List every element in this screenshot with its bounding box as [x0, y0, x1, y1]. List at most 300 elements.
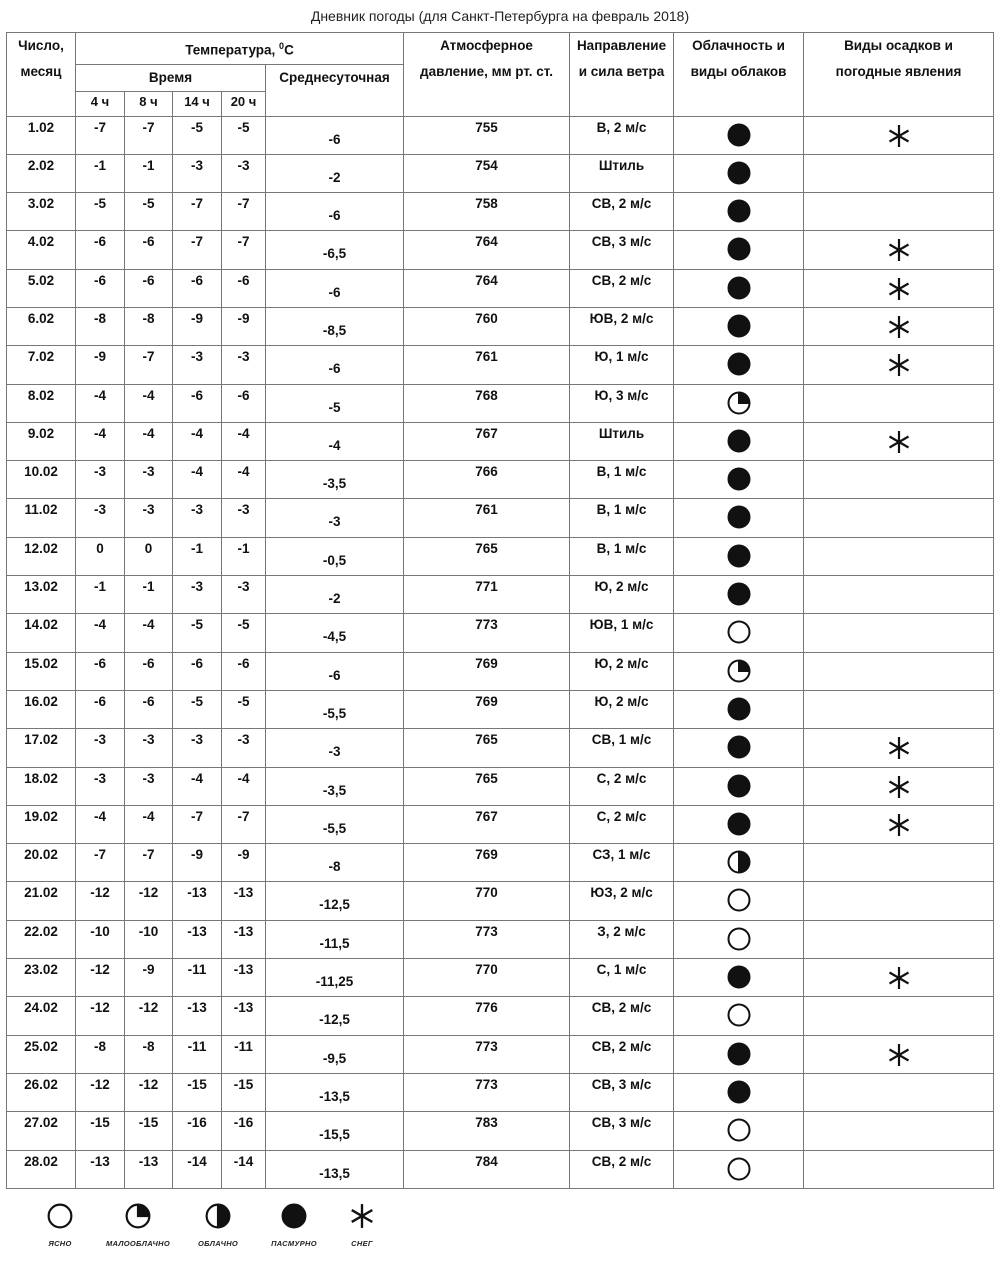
cell-temp-4: 0 — [76, 537, 125, 575]
cell-temp-14: -6 — [173, 652, 222, 690]
cell-temp-4: -6 — [76, 690, 125, 728]
cell-pressure: 764 — [404, 231, 570, 269]
cell-temp-4: -5 — [76, 193, 125, 231]
cell-precipitation — [804, 844, 994, 882]
table-row — [7, 1035, 994, 1073]
cell-wind: Ю, 2 м/с — [570, 690, 674, 728]
cell-temp-4: -1 — [76, 576, 125, 614]
cell-date: 7.02 — [7, 346, 76, 384]
cell-temp-14: -5 — [173, 614, 222, 652]
table-row — [7, 576, 994, 614]
partly-sky-icon — [727, 659, 751, 683]
table-row — [7, 614, 994, 652]
cell-precipitation — [804, 116, 994, 154]
overcast-sky-icon — [727, 735, 751, 759]
cell-precipitation — [804, 154, 994, 192]
cell-date: 16.02 — [7, 690, 76, 728]
legend — [20, 1203, 400, 1263]
cell-precipitation — [804, 652, 994, 690]
cell-precipitation — [804, 422, 994, 460]
cell-temp-20: -7 — [222, 231, 266, 269]
table-row — [7, 729, 994, 767]
cell-average: -5,5 — [266, 805, 404, 843]
cell-temp-4: -1 — [76, 154, 125, 192]
partly-sky-icon — [125, 1203, 151, 1229]
header-time-8: 8 ч — [125, 91, 173, 116]
cell-average: -3 — [266, 499, 404, 537]
cell-temp-14: -13 — [173, 920, 222, 958]
header-precipitation — [804, 33, 994, 117]
cell-temp-14: -13 — [173, 997, 222, 1035]
cell-average: -13,5 — [266, 1150, 404, 1188]
cell-temp-8: -4 — [125, 384, 173, 422]
cell-average: -2 — [266, 576, 404, 614]
cell-temp-4: -7 — [76, 116, 125, 154]
header-temperature-degree: 0 — [279, 41, 285, 51]
cell-precipitation — [804, 690, 994, 728]
cell-temp-8: -10 — [125, 920, 173, 958]
cell-temp-4: -3 — [76, 729, 125, 767]
overcast-sky-icon — [727, 467, 751, 491]
header-temperature — [76, 33, 404, 65]
cell-temp-20: -16 — [222, 1112, 266, 1150]
cell-pressure: 761 — [404, 499, 570, 537]
cell-temp-4: -4 — [76, 384, 125, 422]
cell-temp-8: -9 — [125, 959, 173, 997]
cell-temp-20: -9 — [222, 307, 266, 345]
cell-temp-20: -13 — [222, 882, 266, 920]
cell-pressure: 773 — [404, 920, 570, 958]
cell-pressure: 765 — [404, 767, 570, 805]
snow-icon — [887, 238, 911, 262]
overcast-sky-icon — [727, 237, 751, 261]
cell-precipitation — [804, 920, 994, 958]
cell-wind: ЮВ, 1 м/с — [570, 614, 674, 652]
cell-wind: СВ, 3 м/с — [570, 1112, 674, 1150]
table-row — [7, 882, 994, 920]
cell-average: -13,5 — [266, 1073, 404, 1111]
cell-temp-4: -3 — [76, 499, 125, 537]
cell-pressure: 765 — [404, 729, 570, 767]
cell-cloudiness — [674, 461, 804, 499]
cell-cloudiness — [674, 844, 804, 882]
table-row — [7, 499, 994, 537]
cell-date: 14.02 — [7, 614, 76, 652]
cell-date: 11.02 — [7, 499, 76, 537]
cell-cloudiness — [674, 729, 804, 767]
cell-average: -8 — [266, 844, 404, 882]
clear-sky-icon — [727, 620, 751, 644]
cell-average: -4 — [266, 422, 404, 460]
snow-icon — [887, 775, 911, 799]
overcast-sky-icon — [727, 965, 751, 989]
snow-icon — [887, 736, 911, 760]
cell-pressure: 754 — [404, 154, 570, 192]
cell-wind: СВ, 1 м/с — [570, 729, 674, 767]
cell-date: 13.02 — [7, 576, 76, 614]
cell-wind: Штиль — [570, 154, 674, 192]
cell-temp-4: -7 — [76, 844, 125, 882]
cell-wind: ЮВ, 2 м/с — [570, 307, 674, 345]
cell-temp-20: -5 — [222, 614, 266, 652]
cell-temp-14: -7 — [173, 805, 222, 843]
cell-temp-8: 0 — [125, 537, 173, 575]
snow-icon — [887, 124, 911, 148]
cloudy-sky-icon — [205, 1203, 231, 1229]
clear-sky-icon — [727, 927, 751, 951]
overcast-sky-icon — [727, 812, 751, 836]
overcast-sky-icon — [727, 774, 751, 798]
cell-average: -6 — [266, 346, 404, 384]
cell-temp-4: -12 — [76, 882, 125, 920]
overcast-sky-icon — [727, 582, 751, 606]
cell-temp-14: -4 — [173, 461, 222, 499]
cell-date: 12.02 — [7, 537, 76, 575]
cell-date: 3.02 — [7, 193, 76, 231]
header-precip-line2: погодные явления — [835, 64, 962, 79]
cell-cloudiness — [674, 882, 804, 920]
cell-wind: В, 1 м/с — [570, 499, 674, 537]
cell-temp-14: -5 — [173, 116, 222, 154]
cell-wind: СВ, 2 м/с — [570, 1150, 674, 1188]
cell-temp-14: -7 — [173, 231, 222, 269]
cell-precipitation — [804, 959, 994, 997]
cell-temp-8: -1 — [125, 154, 173, 192]
cell-wind: В, 1 м/с — [570, 461, 674, 499]
legend-item — [20, 1203, 100, 1248]
cell-date: 2.02 — [7, 154, 76, 192]
cell-date: 28.02 — [7, 1150, 76, 1188]
table-row — [7, 997, 994, 1035]
cell-pressure: 770 — [404, 882, 570, 920]
legend-label: СНЕГ — [351, 1239, 373, 1248]
cell-pressure: 769 — [404, 690, 570, 728]
cell-wind: СЗ, 1 м/с — [570, 844, 674, 882]
cell-temp-8: -12 — [125, 882, 173, 920]
snow-icon — [887, 315, 911, 339]
cell-precipitation — [804, 1073, 994, 1111]
cell-temp-8: -1 — [125, 576, 173, 614]
cell-average: -6 — [266, 652, 404, 690]
cell-cloudiness — [674, 269, 804, 307]
header-wind — [570, 33, 674, 117]
cell-temp-4: -4 — [76, 422, 125, 460]
cell-temp-20: -3 — [222, 729, 266, 767]
cell-cloudiness — [674, 537, 804, 575]
cell-pressure: 767 — [404, 422, 570, 460]
header-time-20: 20 ч — [222, 91, 266, 116]
legend-item — [178, 1203, 258, 1248]
cell-temp-14: -9 — [173, 844, 222, 882]
cell-temp-4: -13 — [76, 1150, 125, 1188]
cell-temp-14: -15 — [173, 1073, 222, 1111]
cell-temp-14: -11 — [173, 959, 222, 997]
cell-temp-4: -8 — [76, 307, 125, 345]
table-row — [7, 844, 994, 882]
overcast-sky-icon — [727, 544, 751, 568]
table-row — [7, 461, 994, 499]
clear-sky-icon — [47, 1203, 73, 1229]
header-wind-line1: Направление — [576, 38, 667, 53]
cell-temp-8: -4 — [125, 422, 173, 460]
cell-temp-20: -3 — [222, 576, 266, 614]
legend-item — [98, 1203, 178, 1248]
cell-wind: СВ, 3 м/с — [570, 1073, 674, 1111]
cell-temp-4: -15 — [76, 1112, 125, 1150]
cell-temp-8: -5 — [125, 193, 173, 231]
cell-cloudiness — [674, 307, 804, 345]
cell-temp-14: -3 — [173, 346, 222, 384]
cell-temp-20: -6 — [222, 652, 266, 690]
cell-average: -3,5 — [266, 461, 404, 499]
cell-average: -5,5 — [266, 690, 404, 728]
cell-precipitation — [804, 576, 994, 614]
cell-cloudiness — [674, 116, 804, 154]
cell-cloudiness — [674, 499, 804, 537]
cell-pressure: 771 — [404, 576, 570, 614]
clear-sky-icon — [727, 888, 751, 912]
cell-temp-20: -6 — [222, 384, 266, 422]
cell-temp-14: -6 — [173, 384, 222, 422]
overcast-sky-icon — [727, 697, 751, 721]
cell-precipitation — [804, 499, 994, 537]
cell-temp-8: -8 — [125, 307, 173, 345]
cell-temp-14: -5 — [173, 690, 222, 728]
cell-temp-4: -3 — [76, 461, 125, 499]
cell-temp-8: -15 — [125, 1112, 173, 1150]
cell-date: 9.02 — [7, 422, 76, 460]
cell-precipitation — [804, 1112, 994, 1150]
cell-wind: Ю, 3 м/с — [570, 384, 674, 422]
table-row — [7, 154, 994, 192]
cell-average: -6 — [266, 269, 404, 307]
cell-temp-4: -9 — [76, 346, 125, 384]
table-row — [7, 346, 994, 384]
cell-temp-8: -12 — [125, 1073, 173, 1111]
table-row — [7, 116, 994, 154]
cell-pressure: 761 — [404, 346, 570, 384]
cell-average: -5 — [266, 384, 404, 422]
cell-wind: В, 2 м/с — [570, 116, 674, 154]
cell-date: 17.02 — [7, 729, 76, 767]
table-row — [7, 1073, 994, 1111]
header-pressure-line1: Атмосферное — [440, 38, 533, 53]
cell-wind: С, 2 м/с — [570, 767, 674, 805]
table-body — [7, 116, 994, 1188]
cell-pressure: 760 — [404, 307, 570, 345]
cell-pressure: 764 — [404, 269, 570, 307]
cell-average: -8,5 — [266, 307, 404, 345]
cell-temp-14: -3 — [173, 576, 222, 614]
cell-average: -0,5 — [266, 537, 404, 575]
cell-temp-20: -3 — [222, 154, 266, 192]
overcast-sky-icon — [727, 505, 751, 529]
cell-temp-20: -13 — [222, 920, 266, 958]
overcast-sky-icon — [727, 1080, 751, 1104]
cell-average: -6,5 — [266, 231, 404, 269]
cell-pressure: 784 — [404, 1150, 570, 1188]
cell-temp-4: -6 — [76, 231, 125, 269]
snow-icon — [887, 353, 911, 377]
cell-precipitation — [804, 882, 994, 920]
cell-temp-14: -4 — [173, 422, 222, 460]
clear-sky-icon — [727, 1118, 751, 1142]
cell-temp-20: -13 — [222, 997, 266, 1035]
cell-precipitation — [804, 307, 994, 345]
table-row — [7, 537, 994, 575]
cell-temp-20: -4 — [222, 461, 266, 499]
cell-average: -2 — [266, 154, 404, 192]
overcast-sky-icon — [727, 199, 751, 223]
header-wind-line2: и сила ветра — [578, 64, 665, 79]
cell-temp-8: -4 — [125, 805, 173, 843]
cell-precipitation — [804, 767, 994, 805]
cell-cloudiness — [674, 384, 804, 422]
cell-date: 1.02 — [7, 116, 76, 154]
cell-precipitation — [804, 384, 994, 422]
partly-sky-icon — [727, 391, 751, 415]
cell-cloudiness — [674, 576, 804, 614]
cell-precipitation — [804, 537, 994, 575]
cell-cloudiness — [674, 997, 804, 1035]
header-temperature-unit: С — [284, 42, 294, 58]
cell-temp-14: -3 — [173, 729, 222, 767]
cell-temp-8: -3 — [125, 729, 173, 767]
cell-precipitation — [804, 231, 994, 269]
cell-temp-20: -3 — [222, 346, 266, 384]
cell-cloudiness — [674, 1150, 804, 1188]
overcast-sky-icon — [727, 314, 751, 338]
cell-temp-20: -5 — [222, 690, 266, 728]
cell-wind: СВ, 3 м/с — [570, 231, 674, 269]
snow-icon — [887, 813, 911, 837]
table-row — [7, 690, 994, 728]
table-row — [7, 920, 994, 958]
cell-wind: Ю, 2 м/с — [570, 652, 674, 690]
cell-temp-20: -5 — [222, 116, 266, 154]
cell-wind: СВ, 2 м/с — [570, 1035, 674, 1073]
cell-precipitation — [804, 193, 994, 231]
cell-temp-20: -1 — [222, 537, 266, 575]
cell-wind: СВ, 2 м/с — [570, 193, 674, 231]
legend-label: МАЛООБЛАЧНО — [105, 1239, 171, 1248]
cell-pressure: 773 — [404, 1073, 570, 1111]
table-row — [7, 422, 994, 460]
overcast-sky-icon — [727, 161, 751, 185]
cell-temp-14: -14 — [173, 1150, 222, 1188]
table-row — [7, 1150, 994, 1188]
cell-temp-8: -6 — [125, 690, 173, 728]
cell-average: -6 — [266, 116, 404, 154]
header-time-14: 14 ч — [173, 91, 222, 116]
header-time: Время — [76, 64, 266, 91]
cell-cloudiness — [674, 959, 804, 997]
cell-temp-4: -8 — [76, 1035, 125, 1073]
cell-temp-20: -4 — [222, 422, 266, 460]
cell-temp-14: -3 — [173, 499, 222, 537]
clear-sky-icon — [727, 1157, 751, 1181]
header-cloud-line1: Облачность и — [692, 38, 785, 53]
cell-pressure: 768 — [404, 384, 570, 422]
header-pressure-line2: давление, мм рт. ст. — [420, 64, 553, 79]
cell-average: -4,5 — [266, 614, 404, 652]
cell-temp-4: -12 — [76, 1073, 125, 1111]
cell-temp-8: -6 — [125, 231, 173, 269]
cell-temp-8: -13 — [125, 1150, 173, 1188]
snow-icon — [887, 430, 911, 454]
cell-wind: В, 1 м/с — [570, 537, 674, 575]
cell-date: 21.02 — [7, 882, 76, 920]
overcast-sky-icon — [727, 429, 751, 453]
cell-cloudiness — [674, 1073, 804, 1111]
cell-wind: ЮЗ, 2 м/с — [570, 882, 674, 920]
header-cloud-line2: виды облаков — [690, 64, 787, 79]
cell-cloudiness — [674, 690, 804, 728]
cell-date: 19.02 — [7, 805, 76, 843]
cell-cloudiness — [674, 1112, 804, 1150]
table-row — [7, 307, 994, 345]
cell-temp-4: -3 — [76, 767, 125, 805]
cell-temp-8: -3 — [125, 461, 173, 499]
cell-wind: СВ, 2 м/с — [570, 269, 674, 307]
weather-diary-table — [6, 32, 994, 1189]
cell-temp-14: -1 — [173, 537, 222, 575]
cell-temp-8: -3 — [125, 767, 173, 805]
header-time-4: 4 ч — [76, 91, 125, 116]
cell-cloudiness — [674, 1035, 804, 1073]
cell-date: 6.02 — [7, 307, 76, 345]
cell-precipitation — [804, 269, 994, 307]
cell-temp-4: -12 — [76, 959, 125, 997]
cell-wind: Штиль — [570, 422, 674, 460]
cell-cloudiness — [674, 920, 804, 958]
snow-icon — [349, 1203, 375, 1229]
cell-temp-14: -13 — [173, 882, 222, 920]
header-date-line1: Число, — [18, 38, 64, 53]
cell-date: 20.02 — [7, 844, 76, 882]
cell-temp-8: -6 — [125, 652, 173, 690]
cell-precipitation — [804, 346, 994, 384]
table-row — [7, 767, 994, 805]
cell-cloudiness — [674, 614, 804, 652]
overcast-sky-icon — [727, 276, 751, 300]
cell-temp-4: -6 — [76, 269, 125, 307]
legend-label: ОБЛАЧНО — [197, 1239, 239, 1248]
cell-date: 4.02 — [7, 231, 76, 269]
cell-temp-20: -7 — [222, 193, 266, 231]
cell-temp-20: -15 — [222, 1073, 266, 1111]
cell-temp-8: -8 — [125, 1035, 173, 1073]
cell-date: 23.02 — [7, 959, 76, 997]
cell-temp-4: -10 — [76, 920, 125, 958]
legend-label: ЯСНО — [48, 1239, 72, 1248]
cell-precipitation — [804, 461, 994, 499]
cell-pressure: 773 — [404, 1035, 570, 1073]
cell-pressure: 783 — [404, 1112, 570, 1150]
cell-temp-20: -7 — [222, 805, 266, 843]
cell-cloudiness — [674, 805, 804, 843]
cell-average: -11,25 — [266, 959, 404, 997]
cell-temp-14: -4 — [173, 767, 222, 805]
cell-date: 26.02 — [7, 1073, 76, 1111]
cell-temp-8: -7 — [125, 116, 173, 154]
cell-precipitation — [804, 997, 994, 1035]
cell-precipitation — [804, 614, 994, 652]
cell-temp-14: -16 — [173, 1112, 222, 1150]
cell-average: -11,5 — [266, 920, 404, 958]
cell-temp-14: -3 — [173, 154, 222, 192]
table-row — [7, 805, 994, 843]
